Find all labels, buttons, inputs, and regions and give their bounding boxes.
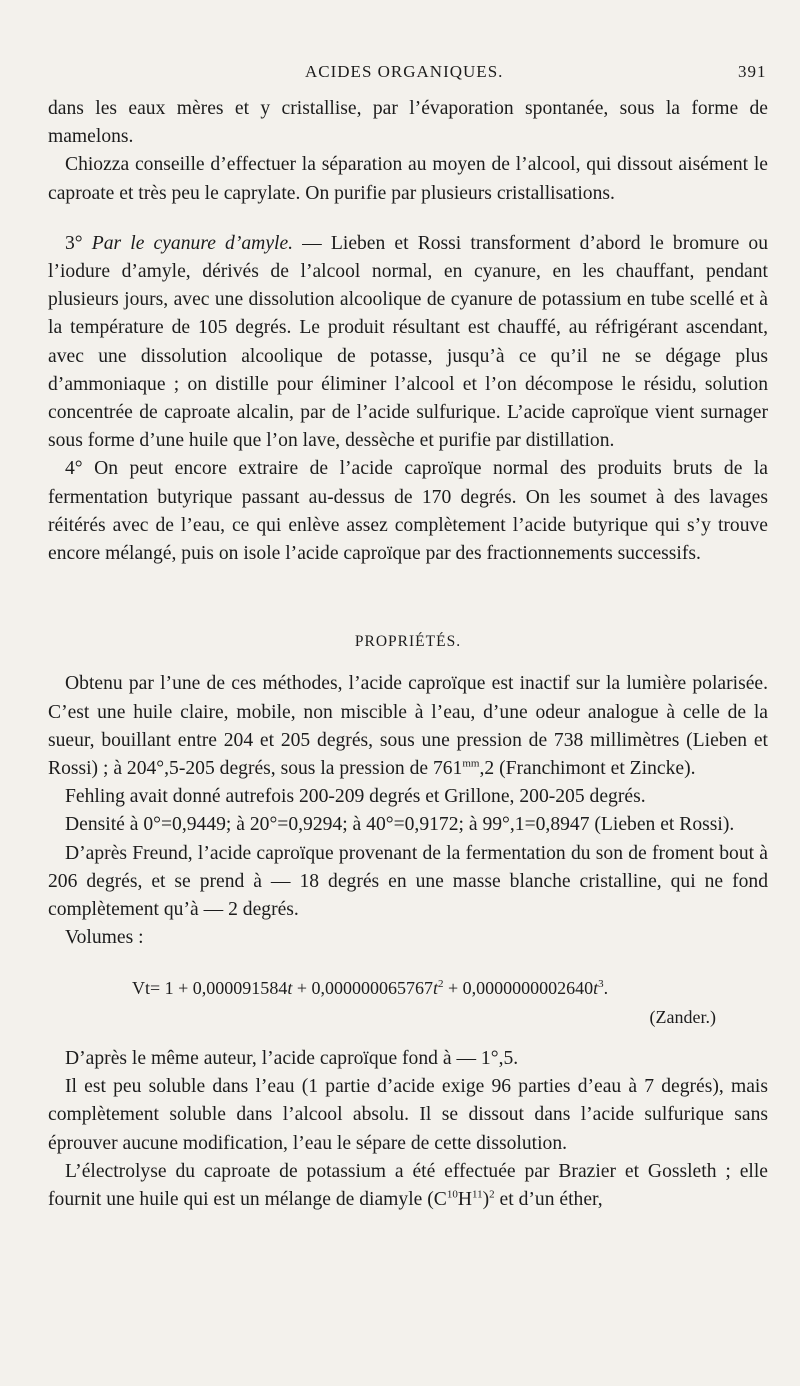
running-head xyxy=(0,62,800,88)
body-text xyxy=(48,95,768,1214)
paragraph: Chiozza conseille d’effectuer la séparation au moyen de l’alcool, qui dissout aisément le caproate et très peu le caprylate. On purifie par plusieurs cristallisations. xyxy=(48,154,768,204)
section-heading: PROPRIÉTÉS. xyxy=(354,633,462,651)
paragraph: dans les eaux mères et y cristallise, par l’évaporation spontanée, sous la forme de mamelons. xyxy=(48,98,768,148)
formula-citation: (Zander.) xyxy=(649,1006,716,1027)
paragraph: Volumes : xyxy=(65,927,144,949)
paragraph: D’après le même auteur, l’acide caproïque fond à — 1°,5. xyxy=(65,1047,519,1069)
running-title: ACIDES ORGANIQUES. xyxy=(305,62,504,81)
paragraph-method-4: 4° On peut encore extraire de l’acide caproïque normal des produits bruts de la fermentation butyrique passant au-dessus de 170 degrés. On les soumet à des lavages réitérés avec de l’eau, ce qui enlève assez complètement l’acide butyrique qui s’y trouve encore mélangé, puis on isole l’acide caproïque par des fractionnements successifs. xyxy=(48,458,768,565)
paragraph: L’électrolyse du caproate de potassium a été effectuée par Brazier et Gossleth ; elle fournit une huile qui est un mélange de diamyle $(C^{10}H^{11})^2$ et d’un éther, xyxy=(48,1160,768,1210)
method-text: — Lieben et Rossi transforment d’abord le bromure ou l’iodure d’amyle, dérivés de l’alcool normal, en cyanure, en les chauffant, pendant plusieurs jours, avec une dissolution alcoolique de cyanure de potassium en tube scellé et à la température de 105 degrés. Le produit résultant est chauffé, au réfrigérant ascendant, avec une dissolution alcoolique de potasse, jusqu’à ce qu’il ne se dégage plus d’ammoniaque ; on distille pour éliminer l’alcool et l’on décompose le résidu, solution concentrée de caproate alcalin, par de l’acide sulfurique. L’acide caproïque vient surnager sous forme d’une huile que l’on lave, dessèche et purifie par distillation. xyxy=(48,232,769,452)
volume-formula: $Vt= 1 + 0,000091584t + 0,000000065767t^2 + 0,0000000002640t^3$. xyxy=(132,978,609,999)
method-number: 3° xyxy=(65,232,92,254)
paragraph-method-3 xyxy=(48,230,768,456)
paragraph: D’après Freund, l’acide caproïque provenant de la fermentation du son de froment bout à 206 degrés, et se prend à — 18 degrés en une masse blanche cristalline, qui ne fond complètement qu’à — 2 degrés. xyxy=(48,842,768,921)
paragraph: Fehling avait donné autrefois 200-209 degrés et Grillone, 200-205 degrés. xyxy=(65,786,646,808)
paragraph: Obtenu par l’une de ces méthodes, l’acide caproïque est inactif sur la lumière polarisée. C’est une huile claire, mobile, non miscible à l’eau, d’une odeur analogue à celle de la sueur, bouillant entre 204 et 205 degrés, sous une pression de 738 millimètres (Lieben et Rossi) ; à 204°,5-205 degrés, sous la pression de $761^{mm},2$ (Franchimont et Zincke). xyxy=(48,673,768,780)
paragraph: Il est peu soluble dans l’eau (1 partie d’acide exige 96 parties d’eau à 7 degrés), mais complètement soluble dans l’alcool absolu. Il se dissout dans l’acide sulfurique sans éprouver aucune modification, l’eau le sépare de cette dissolution. xyxy=(48,1076,768,1154)
method-title: Par le cyanure d’amyle. xyxy=(91,232,294,254)
unit-superscript: mm xyxy=(462,757,480,770)
page-number: 391 xyxy=(738,62,767,81)
paragraph: Densité à 0°=0,9449; à 20°=0,9294; à 40°=0,9172; à 99°,1=0,8947 (Lieben et Rossi). xyxy=(65,814,735,836)
